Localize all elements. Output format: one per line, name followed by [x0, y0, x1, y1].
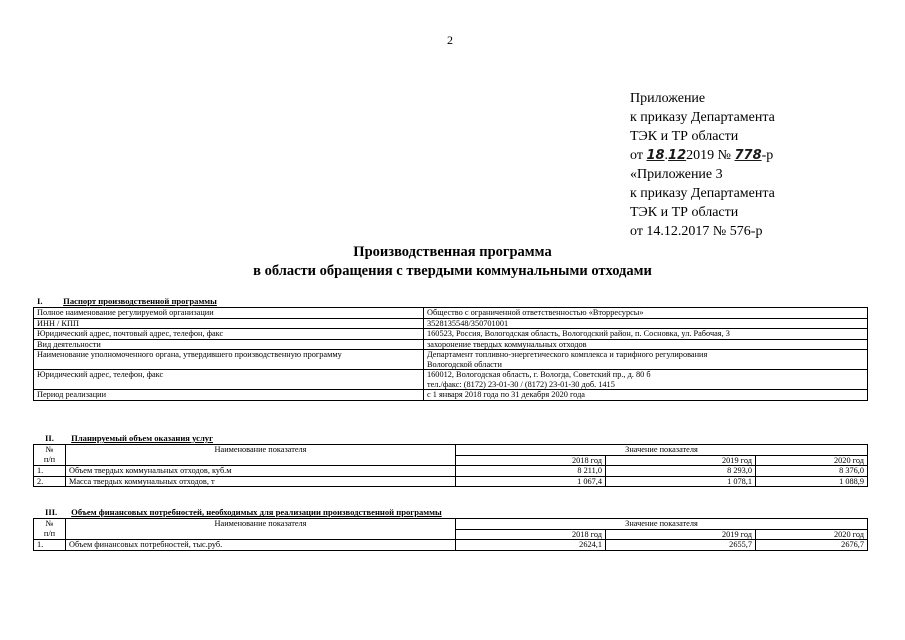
- row-name: Объем финансовых потребностей, тыс.руб.: [66, 540, 456, 551]
- services-volume-table: [33, 444, 868, 487]
- title-line: в области обращения с твердыми коммунальными отходами: [253, 263, 652, 279]
- row-value: 1 078,1: [606, 476, 756, 487]
- year-header: 2018 год: [456, 455, 606, 466]
- row-value: [424, 350, 868, 370]
- section-number: II.: [45, 433, 54, 443]
- section-2-heading: [45, 433, 213, 443]
- row-value: 1 088,9: [756, 476, 868, 487]
- appendix-line: к приказу Департамента: [630, 186, 775, 201]
- row-value: [424, 370, 868, 390]
- row-number: 1.: [34, 466, 66, 477]
- row-label: Юридический адрес, почтовый адрес, телефон, факс: [34, 329, 424, 340]
- passport-table: [33, 307, 868, 401]
- appendix-line: от 14.12.2017 № 576-р: [630, 224, 763, 239]
- section-number: I.: [37, 296, 43, 306]
- row-label: ИНН / КПП: [34, 318, 424, 329]
- appendix-block: [630, 89, 775, 241]
- date-year: 2019 №: [686, 148, 731, 163]
- year-header: 2020 год: [756, 455, 868, 466]
- col-number-header: [34, 519, 66, 540]
- date-prefix: от: [630, 148, 643, 163]
- table-row: [34, 390, 868, 401]
- row-value: захоронение твердых коммунальных отходов: [424, 339, 868, 350]
- row-value: 160523, Россия, Вологодская область, Вологодский район, п. Сосновка, ул. Рабочая, 3: [424, 329, 868, 340]
- section-number: III.: [45, 507, 58, 517]
- row-label: Юридический адрес, телефон, факс: [34, 370, 424, 390]
- row-label: Наименование уполномоченного органа, утвердившего производственную программу: [34, 350, 424, 370]
- row-label: Полное наименование регулируемой организации: [34, 308, 424, 319]
- col-name-header: Наименование показателя: [66, 519, 456, 540]
- section-title: Паспорт производственной программы: [63, 296, 217, 306]
- col-number-header: [34, 445, 66, 466]
- year-header: 2020 год: [756, 529, 868, 540]
- appendix-line: к приказу Департамента: [630, 110, 775, 125]
- row-number: 2.: [34, 476, 66, 487]
- col-value-header: Значение показателя: [456, 519, 868, 530]
- section-3-heading: [45, 507, 442, 517]
- year-header: 2019 год: [606, 455, 756, 466]
- row-value-line: Вологодской области: [427, 359, 502, 369]
- order-suffix: -р: [761, 148, 774, 163]
- row-value-line: 160012, Вологодская область, г. Вологда, Советский пр., д. 80 б: [427, 370, 651, 379]
- table-row: [34, 350, 868, 370]
- page-number: 2: [447, 33, 453, 47]
- row-value: 8 293,0: [606, 466, 756, 477]
- date-separator: .: [664, 148, 669, 163]
- appendix-line: ТЭК и ТР области: [630, 205, 739, 220]
- table-row: [34, 476, 868, 487]
- handwritten-order-number: 778: [734, 148, 762, 163]
- year-header: 2018 год: [456, 529, 606, 540]
- table-row: [34, 318, 868, 329]
- row-number: 1.: [34, 540, 66, 551]
- row-value: 8 376,0: [756, 466, 868, 477]
- header-line: №: [45, 445, 54, 454]
- table-row: [34, 466, 868, 477]
- table-header-row: [34, 519, 868, 530]
- section-title: Объем финансовых потребностей, необходимых для реализации производственной программы: [71, 507, 442, 517]
- row-label: Период реализации: [34, 390, 424, 401]
- section-title: Планируемый объем оказания услуг: [71, 433, 213, 443]
- row-value-line: тел./факс: (8172) 23-01-30 / (8172) 23-01-30 доб. 1415: [427, 379, 615, 389]
- row-value: 8 211,0: [456, 466, 606, 477]
- row-label: Вид деятельности: [34, 339, 424, 350]
- row-value-line: Департамент топливно-энергетического комплекса и тарифного регулирования: [427, 350, 708, 359]
- year-header: 2019 год: [606, 529, 756, 540]
- col-name-header: Наименование показателя: [66, 445, 456, 466]
- table-row: [34, 329, 868, 340]
- header-line: п/п: [43, 454, 56, 464]
- row-name: Масса твердых коммунальных отходов, т: [66, 476, 456, 487]
- title-line: Производственная программа: [353, 244, 552, 260]
- header-line: п/п: [43, 528, 56, 538]
- row-value: с 1 января 2018 года по 31 декабря 2020 года: [424, 390, 868, 401]
- row-name: Объем твердых коммунальных отходов, куб.м: [66, 466, 456, 477]
- handwritten-day: 18: [646, 148, 665, 163]
- financial-needs-table: [33, 518, 868, 551]
- handwritten-month: 12: [668, 148, 687, 163]
- row-value: 2676,7: [756, 540, 868, 551]
- table-row: [34, 370, 868, 390]
- appendix-line: «Приложение 3: [630, 167, 723, 182]
- document-title: [0, 243, 905, 281]
- section-1-heading: [37, 296, 217, 306]
- table-row: [34, 540, 868, 551]
- appendix-line: ТЭК и ТР области: [630, 129, 739, 144]
- appendix-line: Приложение: [630, 91, 706, 106]
- header-line: №: [45, 519, 54, 528]
- table-row: [34, 308, 868, 319]
- row-value: 1 067,4: [456, 476, 606, 487]
- table-header-row: [34, 445, 868, 456]
- row-value: 3528135548/350701001: [424, 318, 868, 329]
- row-value: 2655,7: [606, 540, 756, 551]
- row-value: 2624,1: [456, 540, 606, 551]
- appendix-date-line: [630, 146, 775, 165]
- col-value-header: Значение показателя: [456, 445, 868, 456]
- table-row: [34, 339, 868, 350]
- row-value: Общество с ограниченной ответственностью «Вторресурсы»: [424, 308, 868, 319]
